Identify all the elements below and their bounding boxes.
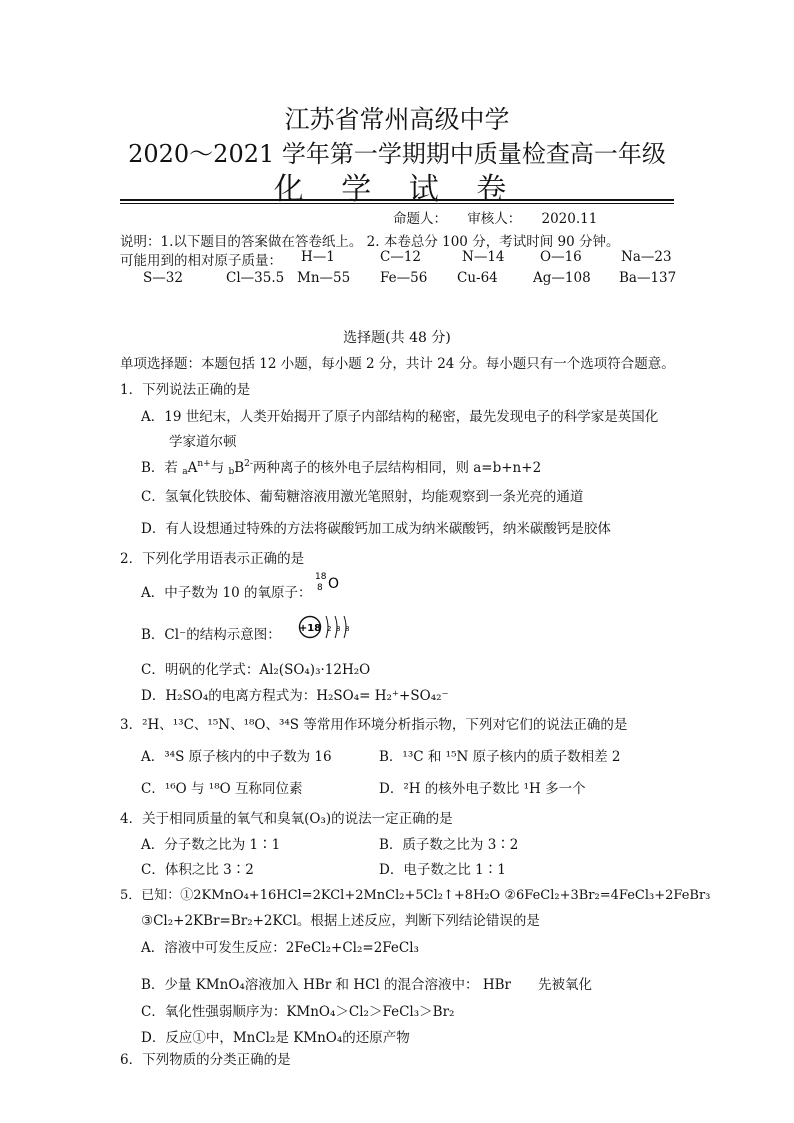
option-b: B．¹³C 和 ¹⁵N 原子核内的质子数相差 2 [379, 749, 621, 765]
option-a: A．中子数为 10 的氧原子： [141, 585, 312, 601]
mass-item: S—32 [143, 270, 183, 286]
option-c: C．体积之比 3∶2 [141, 862, 254, 878]
title-rule-thin [120, 203, 674, 204]
option-a: A．³⁴S 原子核内的中子数为 16 [141, 749, 332, 765]
title-rule-thick [120, 199, 674, 201]
option-d: D．电子数之比 1∶1 [379, 862, 506, 878]
subject-title: 化 学 试 卷 [273, 172, 521, 207]
mass-item: N—14 [462, 249, 505, 265]
question-stem: 4．关于相同质量的氧气和臭氧(O₃)的说法一定正确的是 [120, 811, 453, 827]
mass-item: O—16 [540, 249, 582, 265]
shell-count: 8 [336, 625, 341, 633]
question-stem: 2．下列化学用语表示正确的是 [120, 551, 305, 567]
question-stem-cont: ③Cl₂+2KBr=Br₂+2KCl。根据上述反应，判断下列结论错误的是 [141, 913, 540, 929]
shell-count: 8 [345, 625, 350, 633]
section-intro: 单项选择题：本题包括 12 小题，每小题 2 分，共计 24 分。每小题只有一个选项符合题意。 [120, 356, 675, 372]
mass-item: Cl—35.5 [226, 270, 285, 286]
svg-text:O: O [328, 576, 340, 592]
mass-item: Ba—137 [619, 270, 677, 286]
shell-count: 2 [327, 625, 332, 633]
option-d: D．²H 的核外电子数比 ¹H 多一个 [379, 781, 586, 797]
masses-label: 可能用到的相对原子质量： [120, 253, 282, 269]
option-a-cont: 学家道尔顿 [169, 434, 237, 450]
mass-item: H—1 [301, 249, 335, 265]
chloride-structure-diagram [298, 613, 360, 641]
option-d: D．有人设想通过特殊的方法将碳酸钙加工成为纳米碳酸钙，纳米碳酸钙是胶体 [141, 521, 611, 537]
option-c: C．明矾的化学式：Al₂(SO₄)₃·12H₂O [141, 662, 371, 678]
mass-item: C—12 [380, 249, 422, 265]
question-stem: 1．下列说法正确的是 [120, 382, 251, 398]
option-b: B．Cl⁻的结构示意图： [141, 627, 281, 643]
option-c: C．氢氧化铁胶体、葡萄糖溶液用激光笔照射，均能观察到一条光亮的通道 [141, 489, 584, 505]
option-c: C．氧化性强弱顺序为：KMnO₄＞Cl₂＞FeCl₃＞Br₂ [141, 1004, 455, 1020]
option-d: D．H₂SO₄的电离方程式为：H₂SO₄= H₂⁺+SO₄₂⁻ [141, 688, 449, 704]
question-stem: 3．²H、¹³C、¹⁵N、¹⁸O、³⁴S 等常用作环境分析指示物，下列对它们的说法正确的是 [120, 717, 628, 733]
exam-title: 2020～2021 学年第一学期期中质量检查高一年级 [128, 140, 666, 168]
svg-text:18: 18 [315, 572, 327, 582]
option-d: D．反应①中，MnCl₂是 KMnO₄的还原产物 [141, 1030, 410, 1046]
section-title: 选择题(共 48 分) [343, 330, 451, 346]
question-stem: 5．已知：①2KMnO₄+16HCl=2KCl+2MnCl₂+5Cl₂↑+8H₂O ②6FeCl₂+3Br₂=4FeCl₃+2FeBr₃ [120, 888, 711, 903]
oxygen-isotope-symbol [314, 571, 344, 593]
mass-item: Mn—55 [297, 270, 351, 286]
option-a: A．溶液中可发生反应：2FeCl₂+Cl₂=2FeCl₃ [141, 940, 419, 956]
mass-item: Cu-64 [457, 270, 498, 286]
svg-text:8: 8 [317, 583, 323, 593]
option-a: A．分子数之比为 1∶1 [141, 837, 281, 853]
option-c: C．¹⁶O 与 ¹⁸O 互称同位素 [141, 781, 303, 797]
mass-item: Fe—56 [380, 270, 428, 286]
authors-line: 命题人： 审核人： 2020.11 [393, 211, 598, 227]
notes-line: 说明：1.以下题目的答案做在答卷纸上。 2. 本卷总分 100 分，考试时间 90 分钟。 [120, 234, 620, 250]
mass-item: Na—23 [621, 249, 672, 265]
option-a: A．19 世纪末，人类开始揭开了原子内部结构的秘密，最先发现电子的科学家是英国化 [141, 409, 659, 425]
option-b: B．质子数之比为 3∶2 [379, 837, 519, 853]
nucleus-charge: +18 [298, 623, 322, 634]
option-b: B．少量 KMnO₄溶液加入 HBr 和 HCl 的混合溶液中： HBr 先被氧化 [141, 977, 592, 993]
question-stem: 6．下列物质的分类正确的是 [120, 1052, 291, 1068]
school-name: 江苏省常州高级中学 [284, 105, 510, 134]
mass-item: Ag—108 [533, 270, 591, 286]
option-b: B．若 $_aA^{n+}$与 $_bB^{2-}$两种离子的核外电子层结构相同，则 a=b+n+2 [141, 459, 542, 477]
